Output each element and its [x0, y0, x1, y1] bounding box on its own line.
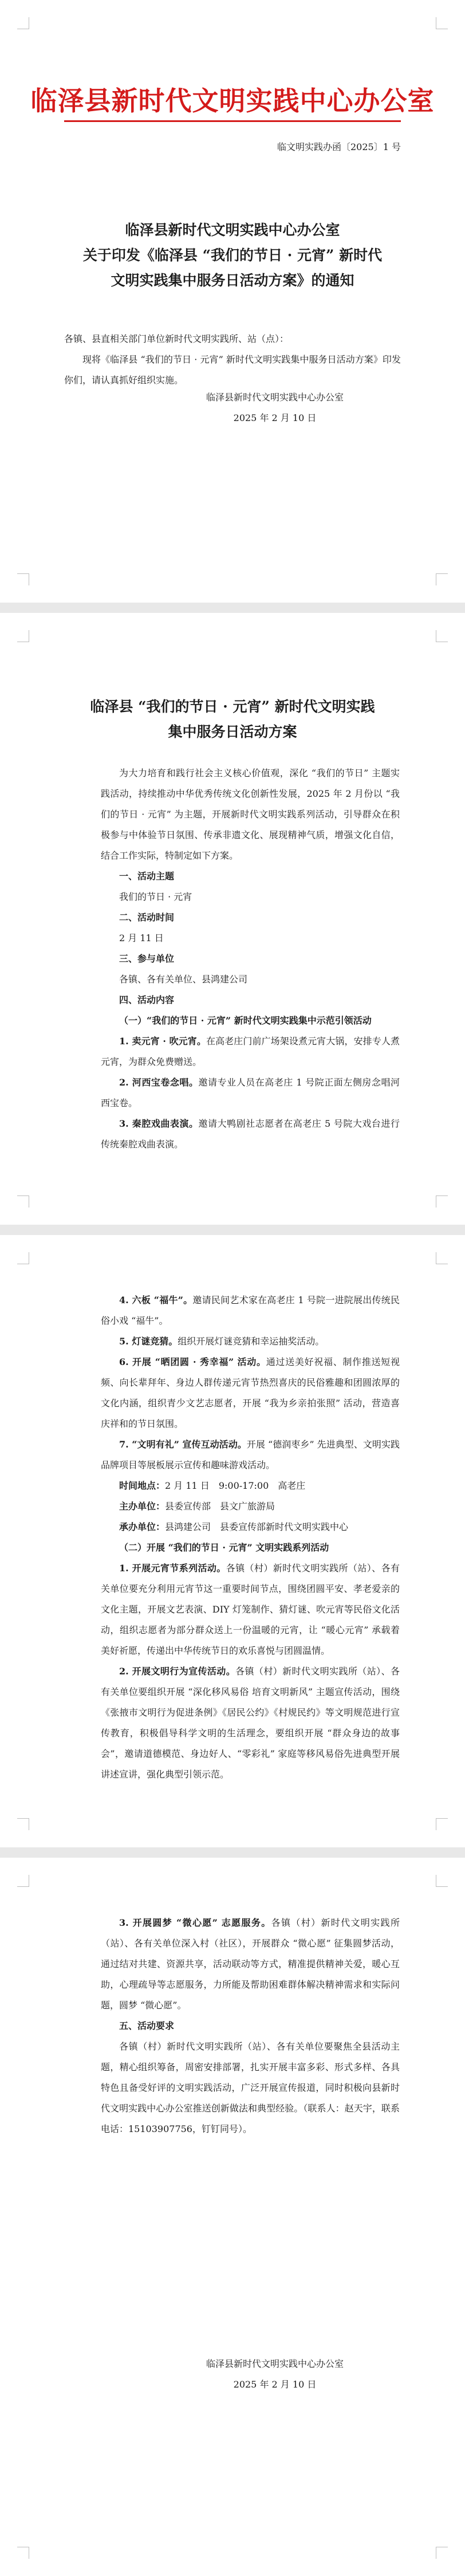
crop-mark — [17, 17, 29, 29]
crop-mark — [436, 1252, 448, 1264]
signature-org: 临泽县新时代文明实践中心办公室 — [206, 392, 344, 403]
addressee: 各镇、县直相关部门单位新时代文明实践所、站（点）： — [64, 333, 289, 344]
activity-item — [101, 1290, 400, 1331]
crop-mark — [436, 573, 448, 585]
activity-item-label: 5. 灯谜竞猜。 — [119, 1336, 178, 1347]
plan-body-part1 — [101, 763, 400, 1150]
section-text: 我们的节日 · 元宵 — [119, 891, 192, 902]
notice-signature — [172, 387, 378, 428]
notice-title-line: 临泽县新时代文明实践中心办公室 — [125, 222, 340, 238]
activity-item — [101, 1031, 400, 1072]
activity-item — [101, 1434, 400, 1476]
activity-item-label: 1. 开展元宵节系列活动。 — [119, 1563, 226, 1574]
field-value: 2 月 11 日 9:00-17:00 高老庄 — [165, 1480, 306, 1491]
event-organizer — [101, 1496, 400, 1517]
crop-mark — [17, 1195, 29, 1208]
activity-item-text: 开展 “德润枣乡” 先进典型、文明实践品牌项目等展板展示宣传和趣味游戏活动。 — [101, 1439, 400, 1470]
signature-date: 2025 年 2 月 10 日 — [233, 2379, 317, 2390]
document-page-4 — [0, 1858, 465, 2576]
section-heading: 一、活动主题 — [119, 871, 175, 882]
signature-org: 临泽县新时代文明实践中心办公室 — [206, 2358, 344, 2369]
activity-item-label: 6. 开展 “晒团圆 · 秀幸福” 活动。 — [119, 1356, 266, 1367]
plan-title-line: 临泽县 “我们的节日 · 元宵” 新时代文明实践 — [90, 698, 375, 715]
document-page-3 — [0, 1235, 465, 1847]
activity-item — [101, 1114, 400, 1150]
notice-body — [64, 329, 401, 391]
notice-title — [34, 218, 431, 293]
crop-mark — [17, 1875, 29, 1887]
activity-item-text: 邀请大鸭剧社志愿者在高老庄 5 号院大戏台进行传统秦腔戏曲表演。 — [101, 1118, 400, 1150]
activity-item — [101, 1072, 400, 1114]
activity-item-text: 在高老庄门前广场架设煮元宵大锅，安排专人煮元宵，为群众免费赠送。 — [101, 1036, 400, 1067]
activity-item-label: 1. 卖元宵 · 吹元宵。 — [119, 1036, 206, 1047]
crop-mark — [17, 1252, 29, 1264]
plan-signature — [172, 2354, 378, 2395]
activity-item-label: 2. 开展文明行为宣传活动。 — [119, 1666, 236, 1677]
document-page-2 — [0, 613, 465, 1225]
activity-item-text: 各镇（村）新时代文明实践所（站）、各有关单位要充分利用元宵节这一重要时间节点，围绕团圆平安、孝老爱亲的文化主题，开展文艺表演、DIY 灯笼制作、猜灯谜、吹元宵等民俗文化活动，组织志愿者为部分群众送上一份温暖的元宵，让 “暖心元宵” 承载着美好祈愿，传递出中华传统节日的欢乐喜悦与团圆温情。 — [101, 1563, 400, 1656]
crop-mark — [436, 630, 448, 642]
field-label: 主办单位： — [119, 1501, 165, 1512]
field-value: 县鸿建公司 县委宣传部新时代文明实践中心 — [165, 1521, 349, 1532]
field-label: 承办单位： — [119, 1521, 165, 1532]
activity-item-label: 4. 六板 “福牛”。 — [119, 1295, 193, 1305]
crop-mark — [17, 573, 29, 585]
activity-item — [101, 1558, 400, 1661]
crop-mark — [436, 17, 448, 29]
plan-title — [34, 694, 431, 745]
activity-item — [101, 1331, 400, 1352]
section-heading: 三、参与单位 — [119, 953, 175, 964]
activity-item-text: 组织开展灯谜竞猜和幸运抽奖活动。 — [178, 1336, 325, 1347]
notice-paragraph: 现将《临泽县 “我们的节日 · 元宵” 新时代文明实践集中服务日活动方案》印发你们，请认真抓好组织实施。 — [64, 354, 401, 386]
subsection-heading: （二）开展 “我们的节日 · 元宵” 文明实践系列活动 — [119, 1542, 329, 1553]
plan-title-line: 集中服务日活动方案 — [168, 723, 297, 740]
activity-item-text: 邀请专业人员在高老庄 1 号院正面左侧房念唱河西宝卷。 — [101, 1077, 400, 1108]
section-text: 各镇、各有关单位、县鸿建公司 — [119, 974, 248, 985]
plan-intro: 为大力培育和践行社会主义核心价值观，深化 “我们的节日” 主题实践活动，持续推动中华优秀传统文化创新性发展，2025 年 2 月份以 “我们的节日 · 元宵” 为主题，开展新时代文明实践系列活动，引导群众在积极参与中体验节日氛围、传承非遗文化、展现精神气质，增强文化自信，结合工作实际，特制定如下方案。 — [101, 768, 400, 861]
notice-title-line: 关于印发《临泽县 “我们的节日 · 元宵” 新时代 — [82, 247, 383, 264]
event-time-place — [101, 1476, 400, 1496]
activity-item-text: 各镇（村）新时代文明实践所（站）、各有关单位深入村（社区），开展群众 “微心愿” 征集圆梦活动，通过结对共建、资源共享，活动联动等方式，精准提供精神关爱，暖心互助，心理疏导等志愿服务，力所能及帮助困难群体解决精神需求和实际问题，圆梦 “微心愿”。 — [101, 1917, 400, 2011]
crop-mark — [436, 1875, 448, 1887]
crop-mark — [17, 2547, 29, 2559]
document-page-1 — [0, 0, 465, 603]
activity-item — [101, 1913, 400, 2016]
letterhead: 临泽县新时代文明实践中心办公室 — [30, 85, 435, 116]
activity-item-label: 3. 开展圆梦 “微心愿” 志愿服务。 — [119, 1917, 271, 1928]
crop-mark — [17, 630, 29, 642]
crop-mark — [436, 2547, 448, 2559]
crop-mark — [17, 1818, 29, 1830]
red-divider-line — [64, 120, 401, 122]
activity-item — [101, 1352, 400, 1434]
activity-item-label: 7. “文明有礼” 宣传互动活动。 — [119, 1439, 247, 1450]
document-number: 临文明实践办函〔2025〕1 号 — [277, 141, 401, 152]
signature-date: 2025 年 2 月 10 日 — [233, 412, 317, 423]
field-label: 时间地点： — [119, 1480, 165, 1491]
field-value: 县委宣传部 县文广旅游局 — [165, 1501, 275, 1512]
event-host — [101, 1517, 400, 1537]
plan-body-part2 — [101, 1290, 400, 1780]
activity-item-label: 3. 秦腔戏曲表演。 — [119, 1118, 199, 1129]
section-text: 各镇（村）新时代文明实践所（站）、各有关单位要聚焦全县活动主题，精心组织筹备，周密安排部署，扎实开展丰富多彩、形式多样、各具特色且备受好评的文明实践活动，广泛开展宣传报道，同时积极向县新时代文明实践中心办公室推送创新做法和典型经验。（联系人：赵天宇，联系电话：15103907756，钉钉同号）。 — [101, 2041, 400, 2134]
activity-item — [101, 1661, 400, 1780]
section-heading: 四、活动内容 — [119, 994, 175, 1005]
subsection-heading: （一）“我们的节日 · 元宵” 新时代文明实践集中示范引领活动 — [119, 1015, 372, 1026]
section-heading: 五、活动要求 — [119, 2020, 175, 2031]
activity-item-text: 通过送美好祝福、制作推送短视频、向长辈拜年、身边人群传递元宵节热烈喜庆的民俗雅趣和团圆浓厚的文化内涵，组织青少文艺志愿者，开展 “我为乡亲拍张照” 活动，营造喜庆祥和的节日氛围。 — [101, 1356, 400, 1429]
section-heading: 二、活动时间 — [119, 912, 175, 923]
crop-mark — [436, 1195, 448, 1208]
notice-title-line: 文明实践集中服务日活动方案》的通知 — [111, 272, 354, 289]
plan-body-part3 — [101, 1913, 400, 2140]
activity-item-text: 各镇（村）新时代文明实践所（站）、各有关单位要组织开展 “深化移风易俗 培育文明新风” 主题宣传活动，围绕《张掖市文明行为促进条例》《居民公约》《村规民约》等文明规范进行宣传教育，积极倡导科学文明的生活理念，要组织开展 “群众身边的故事会”，邀请道德模范、身边好人、“零彩礼” 家庭等移风易俗先进典型开展讲述宣讲，强化典型引领示范。 — [101, 1666, 400, 1780]
crop-mark — [436, 1818, 448, 1830]
activity-item-label: 2. 河西宝卷念唱。 — [119, 1077, 199, 1088]
section-text: 2 月 11 日 — [119, 933, 164, 943]
activity-item-text: 邀请民间艺术家在高老庄 1 号院一进院展出传统民俗小戏 “福牛”。 — [101, 1295, 400, 1326]
